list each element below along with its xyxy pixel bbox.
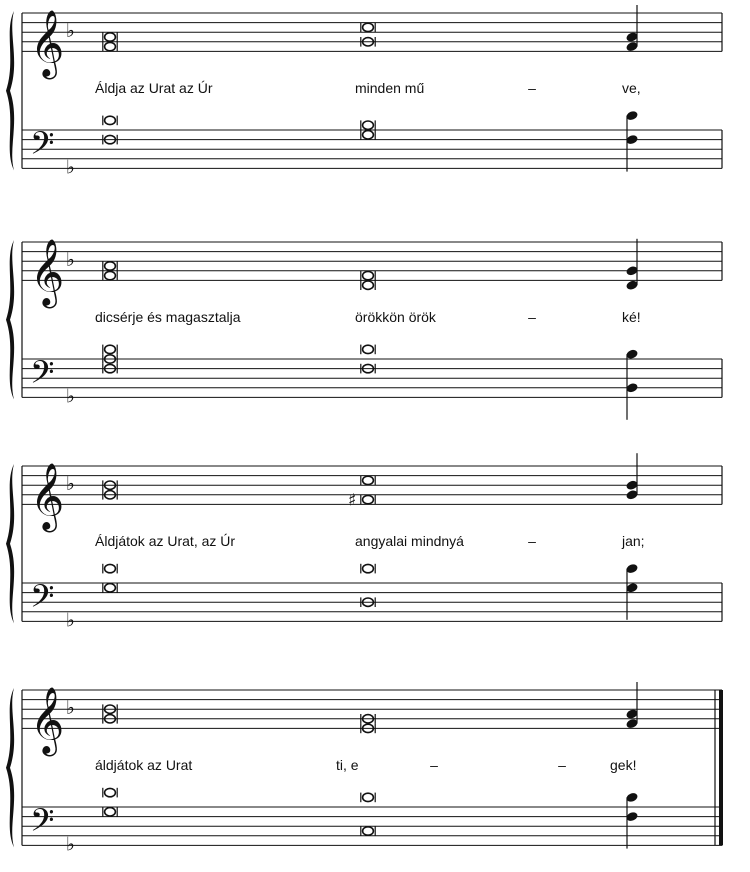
upper-chord-1 <box>103 704 117 723</box>
system-4 <box>6 682 723 855</box>
lyric-syllable: – <box>430 757 438 773</box>
lyric-syllable: minden mű <box>355 80 425 96</box>
bass-clef-icon: 𝄢 <box>30 353 55 398</box>
upper-chord-2 <box>348 476 375 511</box>
lyric-syllable: Áldjátok az Urat, az Úr <box>95 533 236 549</box>
upper-chord-2 <box>361 714 375 733</box>
bass-clef-icon: 𝄢 <box>30 801 55 846</box>
bass-staff <box>22 130 722 168</box>
treble-clef-icon: 𝄞 <box>30 461 65 530</box>
lower-chord-3 <box>625 792 638 849</box>
lyric-syllable: örökkön örök <box>355 309 436 325</box>
lower-chord-2 <box>361 793 375 836</box>
treble-staff <box>22 242 722 280</box>
upper-chord-3 <box>625 453 638 500</box>
treble-clef-icon: 𝄞 <box>30 8 65 77</box>
upper-chord-2 <box>361 23 375 47</box>
flat-icon: ♭ <box>66 20 75 43</box>
bass-clef-icon: 𝄢 <box>30 577 55 622</box>
lower-chord-3 <box>625 110 638 172</box>
flat-icon: ♭ <box>66 385 75 408</box>
lower-chord-1 <box>103 788 117 817</box>
lower-chord-1 <box>103 564 117 593</box>
bass-clef-icon: 𝄢 <box>30 124 55 169</box>
lyric-syllable: angyalai mindnyá <box>355 533 464 549</box>
lyric-syllable: gek! <box>610 757 637 773</box>
brace-icon <box>6 11 14 170</box>
lower-chord-3 <box>625 563 638 620</box>
system-3 <box>6 453 722 631</box>
bass-staff <box>22 583 722 621</box>
system-1 <box>6 5 722 178</box>
lyric-syllable: ve, <box>622 80 641 96</box>
lyric-syllable: – <box>528 80 536 96</box>
brace-icon <box>6 240 14 399</box>
final-barline-thick <box>719 690 723 845</box>
lyric-syllable: – <box>528 533 536 549</box>
lower-chord-2 <box>361 564 375 607</box>
flat-icon: ♭ <box>66 473 75 496</box>
brace-icon <box>6 464 14 623</box>
flat-icon: ♭ <box>66 833 75 856</box>
flat-icon: ♭ <box>66 609 75 632</box>
lyric-syllable: ti, e <box>336 757 359 773</box>
system-2 <box>6 237 722 419</box>
treble-staff <box>22 466 722 504</box>
lyric-syllable: – <box>528 309 536 325</box>
upper-chord-3 <box>625 682 638 729</box>
bass-staff <box>22 359 722 397</box>
upper-chord-3 <box>625 239 638 291</box>
lyric-syllable: jan; <box>622 533 645 549</box>
lyric-syllable: ké! <box>622 309 641 325</box>
treble-clef-icon: 𝄞 <box>30 237 65 306</box>
sharp-icon: ♯ <box>348 490 357 511</box>
lyric-syllable: dicsérje és magasztalja <box>95 309 241 325</box>
brace-icon <box>6 688 14 847</box>
upper-chord-1 <box>103 480 117 499</box>
lyric-syllable: áldjátok az Urat <box>95 757 193 773</box>
lyric-syllable: – <box>558 757 566 773</box>
flat-icon: ♭ <box>66 697 75 720</box>
treble-staff <box>22 13 722 51</box>
treble-clef-icon: 𝄞 <box>30 685 65 754</box>
bass-staff <box>22 807 722 845</box>
treble-staff <box>22 690 722 728</box>
upper-chord-3 <box>625 5 638 52</box>
lyric-syllable: Áldja az Urat az Úr <box>95 80 213 96</box>
flat-icon: ♭ <box>66 156 75 179</box>
flat-icon: ♭ <box>66 249 75 272</box>
